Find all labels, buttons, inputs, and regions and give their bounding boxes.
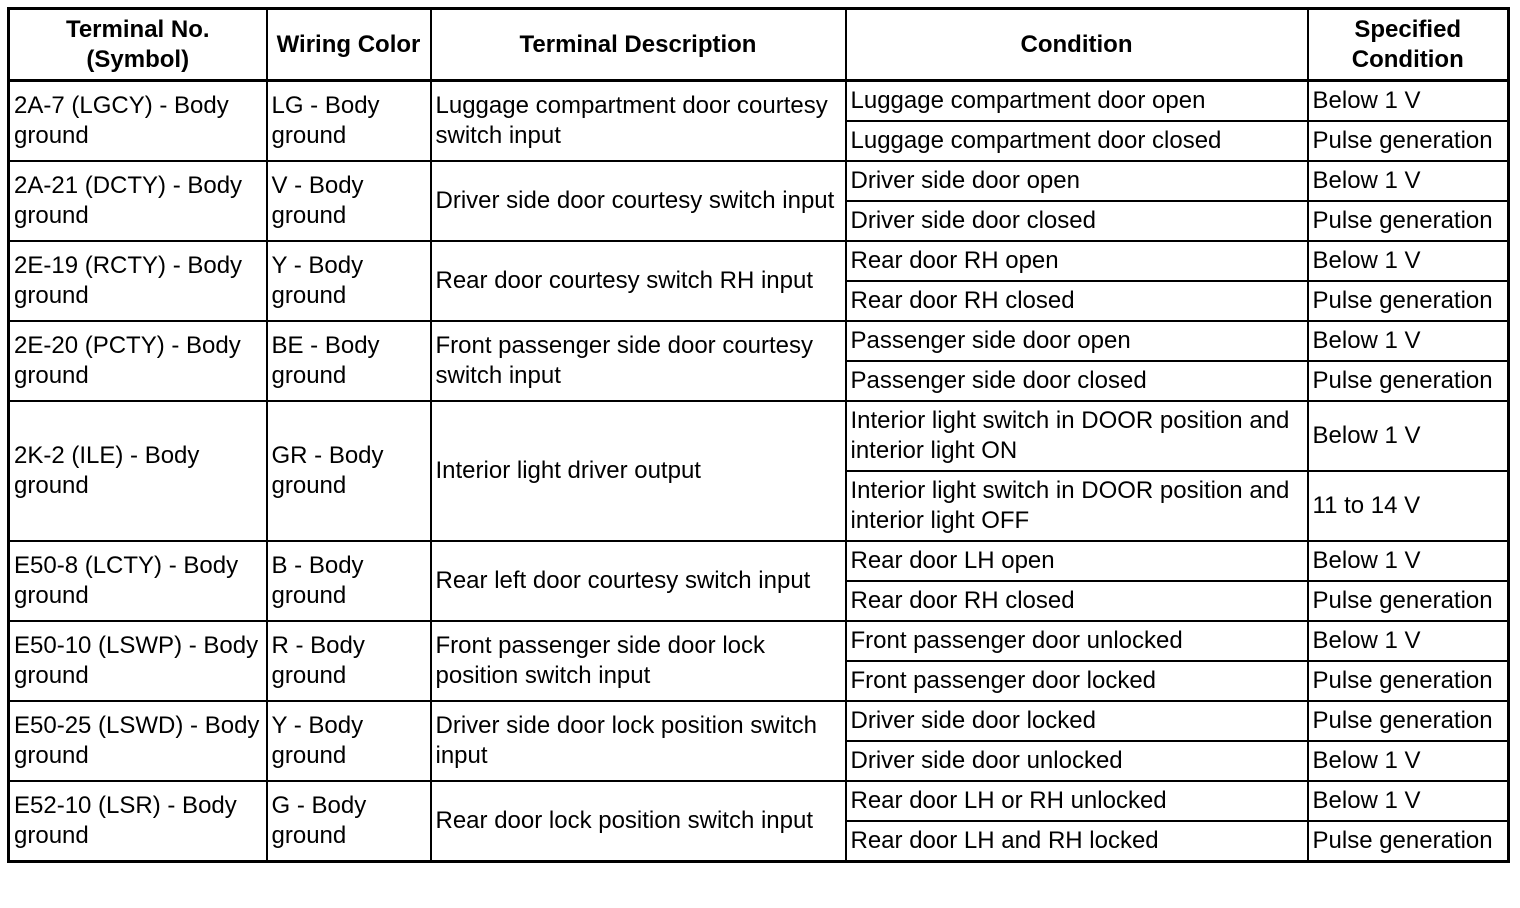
condition-cell: Interior light switch in DOOR position and interior light ON bbox=[846, 401, 1308, 471]
specified-cell: Below 1 V bbox=[1308, 241, 1509, 281]
specified-cell: Below 1 V bbox=[1308, 81, 1509, 122]
description-cell: Front passenger side door courtesy switch input bbox=[431, 321, 846, 401]
condition-cell: Passenger side door open bbox=[846, 321, 1308, 361]
specified-cell: Below 1 V bbox=[1308, 621, 1509, 661]
condition-cell: Interior light switch in DOOR position and interior light OFF bbox=[846, 471, 1308, 541]
specified-cell: Pulse generation bbox=[1308, 361, 1509, 401]
header-terminal-description: Terminal Description bbox=[431, 9, 846, 81]
terminal-cell: E50-10 (LSWP) - Body ground bbox=[9, 621, 267, 701]
table-row bbox=[9, 321, 1509, 361]
table-row bbox=[9, 241, 1509, 281]
condition-cell: Front passenger door unlocked bbox=[846, 621, 1308, 661]
wiring-color-cell: Y - Body ground bbox=[267, 701, 431, 781]
condition-cell: Rear door RH closed bbox=[846, 281, 1308, 321]
condition-cell: Driver side door open bbox=[846, 161, 1308, 201]
specified-cell: Below 1 V bbox=[1308, 781, 1509, 821]
wiring-color-cell: GR - Body ground bbox=[267, 401, 431, 541]
condition-cell: Rear door RH open bbox=[846, 241, 1308, 281]
specified-cell: Pulse generation bbox=[1308, 581, 1509, 621]
specified-cell: Below 1 V bbox=[1308, 741, 1509, 781]
wiring-color-cell: R - Body ground bbox=[267, 621, 431, 701]
spec-table-wrapper bbox=[7, 7, 1510, 863]
terminal-cell: 2K-2 (ILE) - Body ground bbox=[9, 401, 267, 541]
description-cell: Rear door lock position switch input bbox=[431, 781, 846, 862]
specified-cell: Pulse generation bbox=[1308, 201, 1509, 241]
specified-cell: Below 1 V bbox=[1308, 541, 1509, 581]
table-row bbox=[9, 701, 1509, 741]
terminal-cell: 2E-20 (PCTY) - Body ground bbox=[9, 321, 267, 401]
table-row bbox=[9, 621, 1509, 661]
specified-cell: Below 1 V bbox=[1308, 401, 1509, 471]
description-cell: Rear left door courtesy switch input bbox=[431, 541, 846, 621]
table-header-row bbox=[9, 9, 1509, 81]
description-cell: Driver side door courtesy switch input bbox=[431, 161, 846, 241]
terminal-cell: 2A-21 (DCTY) - Body ground bbox=[9, 161, 267, 241]
terminal-cell: 2A-7 (LGCY) - Body ground bbox=[9, 81, 267, 162]
condition-cell: Rear door RH closed bbox=[846, 581, 1308, 621]
description-cell: Luggage compartment door courtesy switch input bbox=[431, 81, 846, 162]
terminal-cell: E50-25 (LSWD) - Body ground bbox=[9, 701, 267, 781]
wiring-color-cell: BE - Body ground bbox=[267, 321, 431, 401]
condition-cell: Luggage compartment door open bbox=[846, 81, 1308, 122]
header-condition: Condition bbox=[846, 9, 1308, 81]
condition-cell: Rear door LH open bbox=[846, 541, 1308, 581]
condition-cell: Driver side door closed bbox=[846, 201, 1308, 241]
condition-cell: Driver side door locked bbox=[846, 701, 1308, 741]
specified-cell: Pulse generation bbox=[1308, 661, 1509, 701]
terminal-cell: E52-10 (LSR) - Body ground bbox=[9, 781, 267, 862]
wiring-color-cell: B - Body ground bbox=[267, 541, 431, 621]
terminal-cell: E50-8 (LCTY) - Body ground bbox=[9, 541, 267, 621]
wiring-color-cell: G - Body ground bbox=[267, 781, 431, 862]
condition-cell: Passenger side door closed bbox=[846, 361, 1308, 401]
specified-cell: Below 1 V bbox=[1308, 321, 1509, 361]
table-row bbox=[9, 161, 1509, 201]
table-body bbox=[9, 81, 1509, 862]
terminal-spec-table bbox=[7, 7, 1510, 863]
table-row bbox=[9, 541, 1509, 581]
wiring-color-cell: Y - Body ground bbox=[267, 241, 431, 321]
condition-cell: Rear door LH or RH unlocked bbox=[846, 781, 1308, 821]
specified-cell: Pulse generation bbox=[1308, 281, 1509, 321]
specified-cell: 11 to 14 V bbox=[1308, 471, 1509, 541]
condition-cell: Front passenger door locked bbox=[846, 661, 1308, 701]
specified-cell: Pulse generation bbox=[1308, 701, 1509, 741]
condition-cell: Rear door LH and RH locked bbox=[846, 821, 1308, 862]
wiring-color-cell: V - Body ground bbox=[267, 161, 431, 241]
description-cell: Interior light driver output bbox=[431, 401, 846, 541]
description-cell: Driver side door lock position switch input bbox=[431, 701, 846, 781]
terminal-cell: 2E-19 (RCTY) - Body ground bbox=[9, 241, 267, 321]
condition-cell: Luggage compartment door closed bbox=[846, 121, 1308, 161]
description-cell: Rear door courtesy switch RH input bbox=[431, 241, 846, 321]
header-specified-condition: Specified Condition bbox=[1308, 9, 1509, 81]
header-terminal: Terminal No. (Symbol) bbox=[9, 9, 267, 81]
table-row bbox=[9, 401, 1509, 471]
specified-cell: Pulse generation bbox=[1308, 121, 1509, 161]
description-cell: Front passenger side door lock position switch input bbox=[431, 621, 846, 701]
wiring-color-cell: LG - Body ground bbox=[267, 81, 431, 162]
table-row bbox=[9, 81, 1509, 122]
table-row bbox=[9, 781, 1509, 821]
header-wiring-color: Wiring Color bbox=[267, 9, 431, 81]
condition-cell: Driver side door unlocked bbox=[846, 741, 1308, 781]
specified-cell: Below 1 V bbox=[1308, 161, 1509, 201]
specified-cell: Pulse generation bbox=[1308, 821, 1509, 862]
